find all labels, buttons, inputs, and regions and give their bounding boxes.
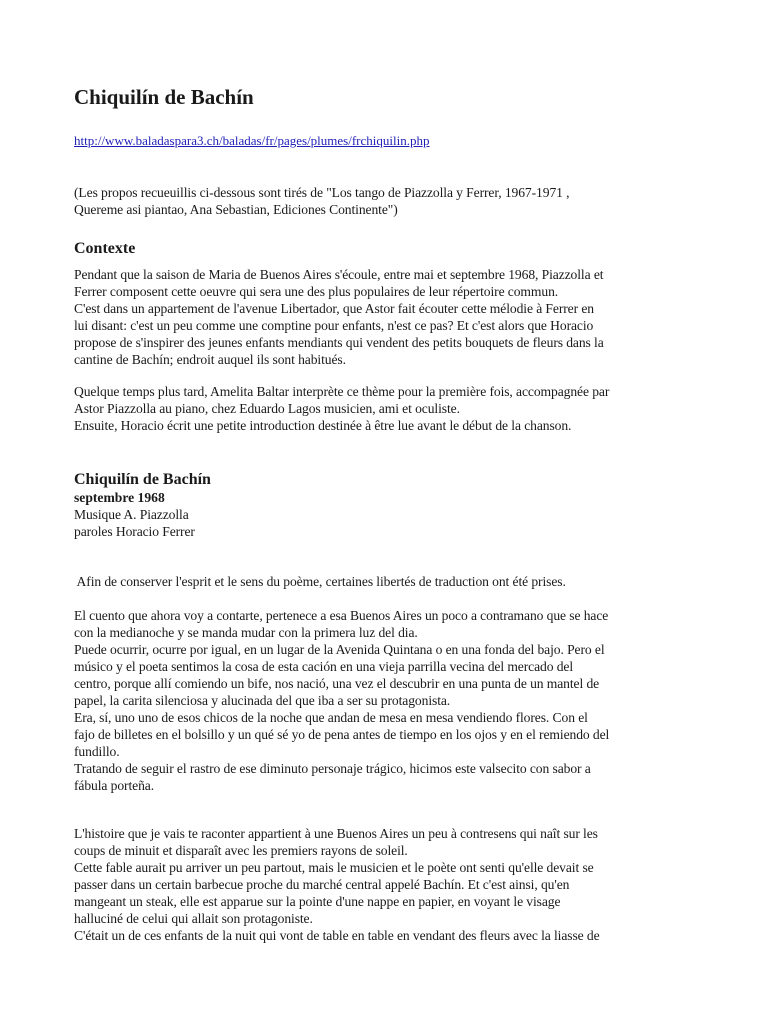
- contexte-paragraph-1: [74, 266, 704, 368]
- text-line: Astor Piazzolla au piano, chez Eduardo Lagos musicien, ami et oculiste.: [74, 401, 460, 416]
- translation-note: Afin de conserver l'esprit et le sens du poème, certaines libertés de traduction ont été prises.: [74, 574, 566, 589]
- contexte-heading: Contexte: [74, 240, 136, 257]
- text-line: coups de minuit et disparaît avec les premiers rayons de soleil.: [74, 843, 408, 858]
- text-line: fajo de billetes en el bolsillo y un qué sé yo de pena antes de tiempo en los ojos y en el remiendo del: [74, 727, 610, 742]
- song-credits: [74, 506, 704, 540]
- text-line: passer dans un certain barbecue proche du marché central appelé Bachín. Et c'est ainsi, qu'en: [74, 877, 570, 892]
- page-title: Chiquilín de Bachín: [74, 85, 254, 109]
- source-link[interactable]: http://www.baladaspara3.ch/baladas/fr/pages/plumes/frchiquilin.php: [74, 133, 430, 148]
- lyrics-credit: paroles Horacio Ferrer: [74, 524, 195, 539]
- text-line: fundillo.: [74, 744, 120, 759]
- text-line: C'est dans un appartement de l'avenue Libertador, que Astor fait écouter cette mélodie à Ferrer en: [74, 301, 594, 316]
- text-line: El cuento que ahora voy a contarte, pertenece a esa Buenos Aires un poco a contramano que se hace: [74, 608, 609, 623]
- text-line: mangeant un steak, elle est apparue sur la pointe d'une nappe en papier, en voyant le visage: [74, 894, 561, 909]
- text-line: Quereme asi piantao, Ana Sebastian, Ediciones Continente"): [74, 202, 398, 217]
- text-line: centro, porque allí comiendo un bife, nos nació, una vez el descubrir en una punta de un mantel de: [74, 676, 600, 691]
- text-line: Quelque temps plus tard, Amelita Baltar interprète ce thème pour la première fois, accompagnée par: [74, 384, 610, 399]
- intro-note: [74, 184, 704, 218]
- text-line: propose de s'inspirer des jeunes enfants mendiants qui vendent des petits bouquets de fleurs dans la: [74, 335, 604, 350]
- french-intro: [74, 825, 704, 944]
- text-line: Pendant que la saison de Maria de Buenos Aires s'écoule, entre mai et septembre 1968, Piazzolla et: [74, 267, 604, 282]
- spanish-intro: [74, 607, 704, 794]
- text-line: Cette fable aurait pu arriver un peu partout, mais le musicien et le poète ont senti qu'elle devait se: [74, 860, 594, 875]
- text-line: Puede ocurrir, ocurre por igual, en un lugar de la Avenida Quintana o en una fonda del bajo. Pero el: [74, 642, 605, 657]
- text-line: C'était un de ces enfants de la nuit qui vont de table en table en vendant des fleurs avec la liasse de: [74, 928, 600, 943]
- text-line: cantine de Bachín; endroit auquel ils sont habitués.: [74, 352, 346, 367]
- text-line: lui disant: c'est un peu comme une comptine pour enfants, n'est ce pas? Et c'est alors que Horacio: [74, 318, 594, 333]
- text-line: halluciné de celui qui allait son protagoniste.: [74, 911, 313, 926]
- text-line: Tratando de seguir el rastro de ese diminuto personaje trágico, hicimos este valsecito con sabor a: [74, 761, 591, 776]
- text-line: (Les propos recueuillis ci-dessous sont tirés de "Los tango de Piazzolla y Ferrer, 1967-1971 ,: [74, 185, 570, 200]
- text-line: Era, sí, uno uno de esos chicos de la noche que andan de mesa en mesa vendiendo flores. Con el: [74, 710, 588, 725]
- music-credit: Musique A. Piazzolla: [74, 507, 189, 522]
- text-line: L'histoire que je vais te raconter appartient à une Buenos Aires un peu à contresens qui naît sur les: [74, 826, 598, 841]
- text-line: Ensuite, Horacio écrit une petite introduction destinée à être lue avant le début de la chanson.: [74, 418, 572, 433]
- song-date: septembre 1968: [74, 490, 165, 505]
- text-line: con la medianoche y se manda mudar con la primera luz del dia.: [74, 625, 418, 640]
- text-line: Ferrer composent cette oeuvre qui sera une des plus populaires de leur répertoire commun.: [74, 284, 559, 299]
- text-line: papel, la carita silenciosa y alucinada del que iba a ser su protagonista.: [74, 693, 451, 708]
- text-line: fábula porteña.: [74, 778, 155, 793]
- text-line: músico y el poeta sentimos la cosa de esta cación en una vieja parrilla vecina del mercado del: [74, 659, 574, 674]
- contexte-paragraph-2: [74, 383, 704, 434]
- song-title: Chiquilín de Bachín: [74, 471, 211, 488]
